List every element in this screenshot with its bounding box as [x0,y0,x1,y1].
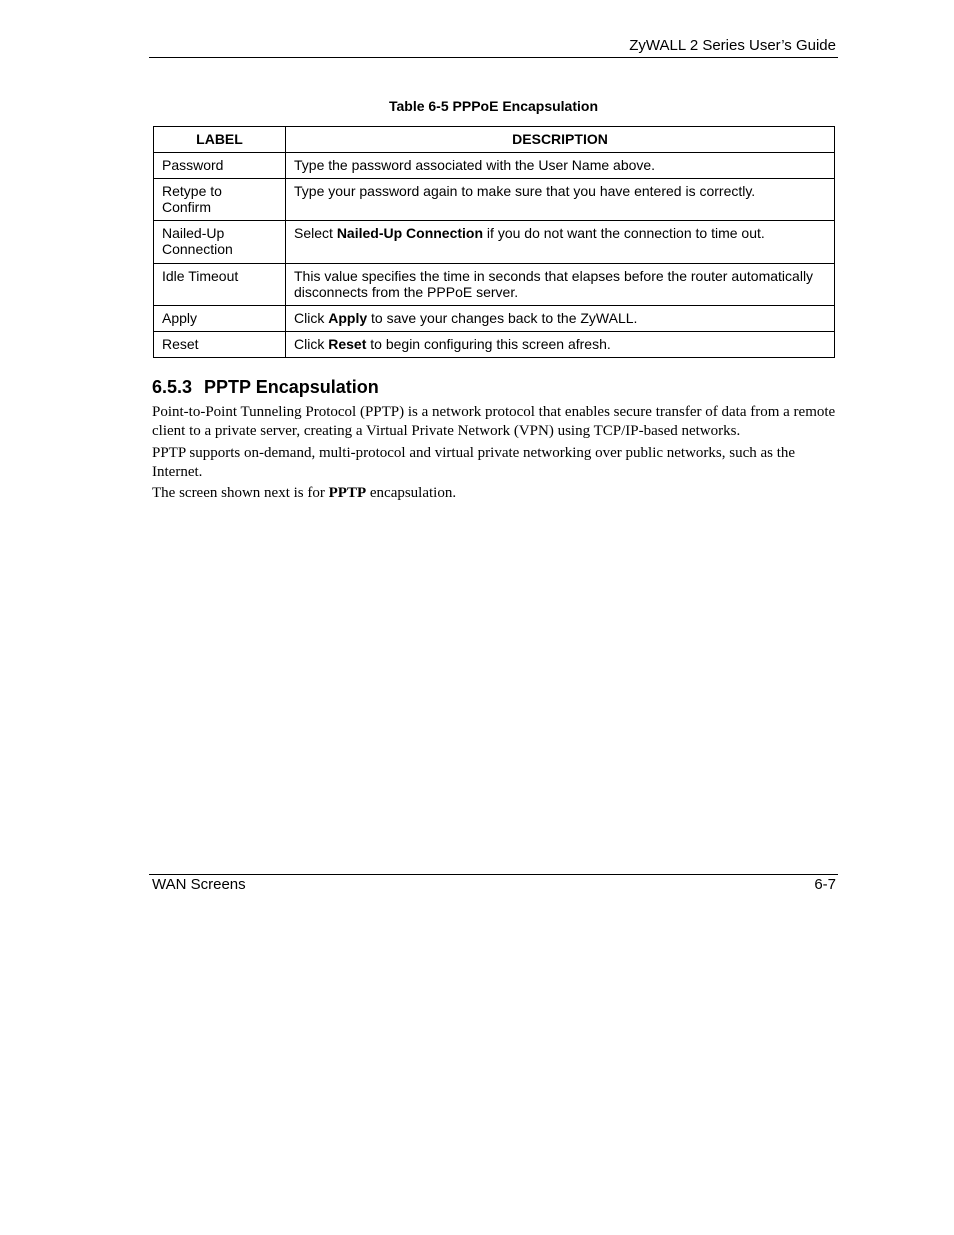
footer-rule [149,874,838,875]
paragraph: The screen shown next is for PPTP encapsulation. [152,485,457,501]
row-label: Idle Timeout [154,264,286,306]
table-row [154,179,835,221]
row-description: This value specifies the time in seconds that elapses before the router automatically disconnects from the PPPoE server. [286,264,835,306]
row-label: Apply [154,306,286,332]
table-row [154,264,835,306]
row-description: Type your password again to make sure that you have entered is correctly. [286,179,835,221]
paragraph: PPTP supports on-demand, multi-protocol and virtual private networking over public networks, such as the Internet. [152,445,796,480]
table-row [154,306,835,332]
row-description: Click Apply to save your changes back to the ZyWALL. [286,306,835,332]
header-rule [149,57,838,58]
page-number: 6-7 [814,876,836,893]
section-title: PPTP Encapsulation [204,377,379,397]
row-description: Type the password associated with the User Name above. [286,153,835,179]
table-caption: Table 6-5 PPPoE Encapsulation [388,98,598,114]
section-number: 6.5.3 [152,377,193,397]
table-row [154,153,835,179]
table-row [154,221,835,264]
row-description: Select Nailed-Up Connection if you do not want the connection to time out. [286,221,835,264]
running-header-title: ZyWALL 2 Series User’s Guide [629,37,836,54]
footer-chapter: WAN Screens [152,876,246,893]
row-label: Nailed-Up Connection [154,221,286,264]
pppoe-encapsulation-table [153,126,835,358]
row-label: Retype to Confirm [154,179,286,221]
column-header-label: LABEL [154,127,286,153]
row-description: Click Reset to begin configuring this screen afresh. [286,332,835,358]
table-row [154,332,835,358]
table-header-row [154,127,835,153]
section-heading [152,377,379,398]
row-label: Password [154,153,286,179]
column-header-description: DESCRIPTION [286,127,835,153]
paragraph: Point-to-Point Tunneling Protocol (PPTP) is a network protocol that enables secure transfer of data from a remote client to a private server, creating a Virtual Private Network (VPN) using TCP/IP-based networks. [152,404,836,439]
row-label: Reset [154,332,286,358]
